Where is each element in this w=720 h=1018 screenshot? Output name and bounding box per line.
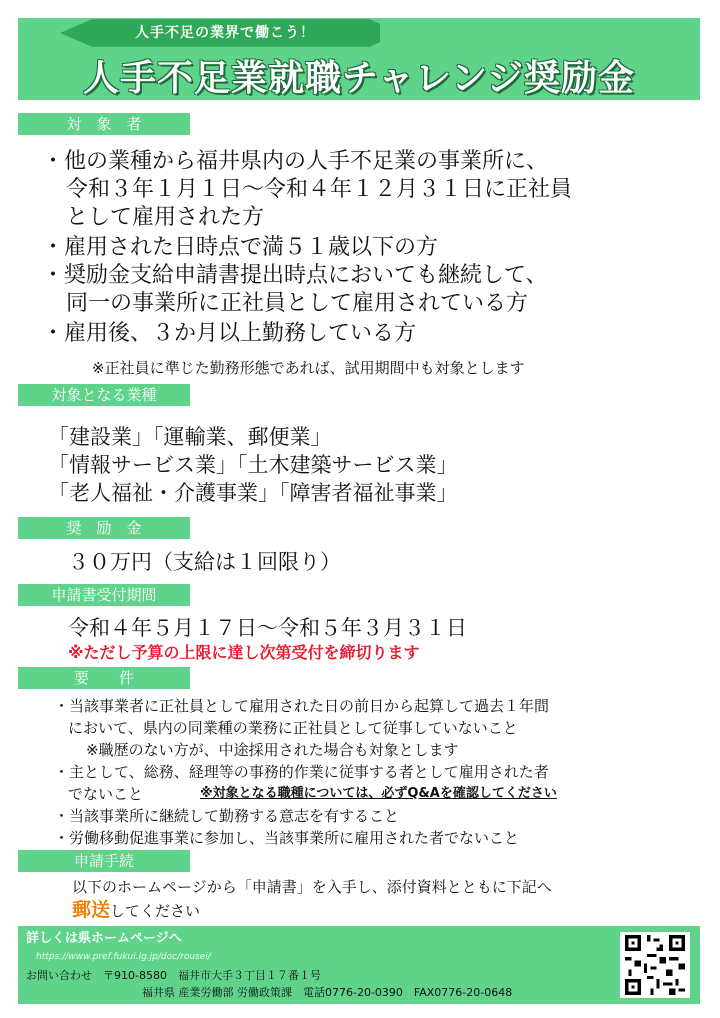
target-bullet-3-line-1: ・奨励金支給申請書提出時点においても継続して、 bbox=[42, 263, 548, 288]
req-2-line-1: ・主として、総務、経理等の事務的作業に従事する者として雇用された者 bbox=[54, 763, 549, 781]
section-requirements-heading: 要 件 bbox=[18, 667, 190, 689]
footer-url[interactable]: https://www.pref.fukui.lg.jp/doc/rousei/ bbox=[36, 952, 211, 962]
section-reward-heading: 奨 励 金 bbox=[18, 517, 190, 539]
req-1-line-2: において、県内の同業種の業務に正社員として従事していないこと bbox=[68, 719, 518, 737]
target-bullet-1-line-3: として雇用された方 bbox=[66, 205, 265, 230]
industries-line-1: 「建設業」「運輸業、郵便業」 bbox=[48, 425, 332, 449]
page-title: 人手不足業就職チャレンジ奨励金 bbox=[82, 58, 636, 99]
procedure-line-1: 以下のホームページから「申請書」を入手し、添付資料とともに下記へ bbox=[72, 878, 552, 896]
procedure-emphasis: 郵送 bbox=[72, 899, 111, 921]
req-2-note: ※対象となる職種については、必ずQ&Aを確認してください bbox=[200, 786, 557, 801]
section-procedure-heading: 申請手続 bbox=[18, 850, 190, 872]
target-bullet-2: ・雇用された日時点で満５１歳以下の方 bbox=[42, 235, 439, 260]
industries-line-3: 「老人福祉・介護事業」「障害者福祉事業」 bbox=[48, 481, 458, 505]
section-target-heading: 対 象 者 bbox=[18, 113, 190, 135]
target-bullet-1-line-1: ・他の業種から福井県内の人手不足業の事業所に、 bbox=[42, 149, 549, 174]
target-bullet-3-line-2: 同一の事業所に正社員として雇用されている方 bbox=[66, 291, 529, 316]
req-1-line-1: ・当該事業者に正社員として雇用された日の前日から起算して過去１年間 bbox=[54, 697, 550, 715]
footer-dept: 福井県 産業労働部 労働政策課 電話0776-20-0390 FAX0776-20-0648 bbox=[142, 986, 513, 999]
procedure-line-2 bbox=[72, 898, 200, 923]
target-bullet-1-line-2: 令和３年１月１日～令和４年１２月３１日に正社員 bbox=[66, 177, 573, 202]
req-2-line-2: でないこと bbox=[68, 785, 144, 803]
req-3: ・当該事業所に継続して勤務する意志を有すること bbox=[54, 807, 400, 825]
section-period-heading: 申請書受付期間 bbox=[18, 584, 190, 606]
reward-amount: ３０万円（支給は１回限り） bbox=[68, 550, 341, 574]
footer-contact: お問い合わせ 〒910-8580 福井市大手３丁目１７番１号 bbox=[26, 969, 321, 982]
industries-line-2: 「情報サービス業」「土木建築サービス業」 bbox=[48, 453, 458, 477]
section-industries-heading: 対象となる業種 bbox=[18, 384, 190, 406]
req-4: ・労働移動促進事業に参加し、当該事業所に雇用された者でないこと bbox=[54, 829, 520, 847]
target-note: ※正社員に準じた勤務形態であれば、試用期間中も対象とします bbox=[92, 359, 525, 377]
qr-code-icon[interactable] bbox=[620, 932, 690, 998]
period-dates: 令和４年５月１７日～令和５年３月３１日 bbox=[68, 616, 467, 640]
header-ribbon-text: 人手不足の業界で働こう！ bbox=[135, 25, 315, 41]
procedure-line-2-rest: してください bbox=[110, 902, 201, 920]
req-1-note: ※職歴のない方が、中途採用された場合も対象とします bbox=[86, 741, 459, 759]
period-note: ※ただし予算の上限に達し次第受付を締切ります bbox=[68, 643, 420, 662]
footer-more: 詳しくは県ホームページへ bbox=[26, 931, 182, 946]
target-bullet-4: ・雇用後、３か月以上勤務している方 bbox=[42, 321, 417, 346]
